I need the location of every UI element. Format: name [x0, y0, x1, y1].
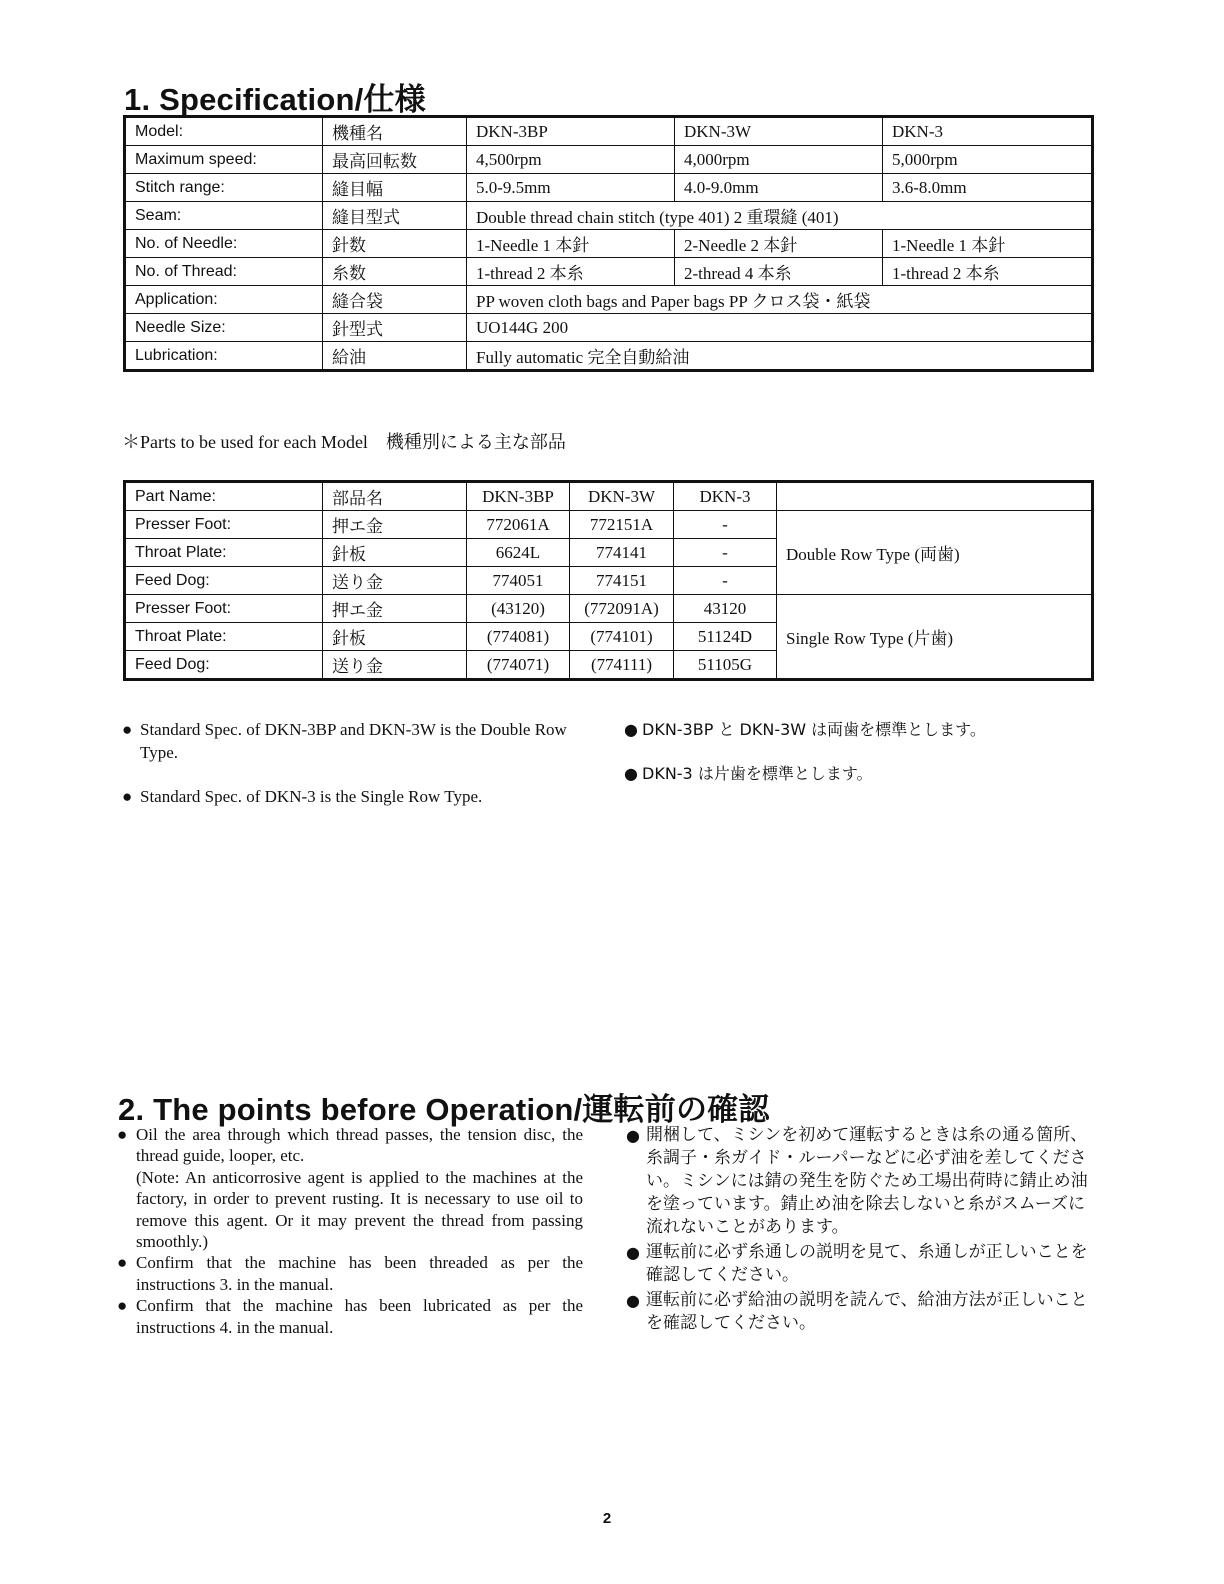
- table-row: [125, 230, 1093, 258]
- double-row-note: Double Row Type (両歯): [777, 511, 1093, 595]
- spec-value: 4,000rpm: [675, 146, 883, 174]
- spec-label-jp: 糸数: [323, 258, 467, 286]
- spec-value: 1-Needle 1 本針: [883, 230, 1093, 258]
- page-number: 2: [602, 1510, 612, 1527]
- operation-notes-jp: [626, 1124, 1092, 1337]
- list-item: [624, 762, 1094, 785]
- bullet-icon: ●: [122, 720, 133, 739]
- part-name: Presser Foot:: [125, 595, 323, 623]
- spec-value: Double thread chain stitch (type 401) 2 重環縫 (401): [467, 202, 1093, 230]
- spec-label: Maximum speed:: [125, 146, 323, 174]
- table-row: [125, 174, 1093, 202]
- spec-label: Lubrication:: [125, 342, 323, 371]
- list-item: [626, 1289, 1092, 1335]
- spec-label-jp: 縫目幅: [323, 174, 467, 202]
- standard-notes-jp: [624, 718, 1094, 806]
- spec-label: Stitch range:: [125, 174, 323, 202]
- spec-value: Fully automatic 完全自動給油: [467, 342, 1093, 371]
- part-number: 774151: [570, 567, 674, 595]
- bullet-icon: ●: [624, 764, 638, 783]
- part-number: -: [674, 511, 777, 539]
- table-row: [125, 117, 1093, 146]
- part-number: (774081): [467, 623, 570, 651]
- spec-value: 3.6-8.0mm: [883, 174, 1093, 202]
- part-name: Throat Plate:: [125, 623, 323, 651]
- spec-value: 5.0-9.5mm: [467, 174, 675, 202]
- column-header: 部品名: [323, 482, 467, 511]
- spec-label: No. of Needle:: [125, 230, 323, 258]
- spec-value: DKN-3W: [675, 117, 883, 146]
- part-name: Feed Dog:: [125, 567, 323, 595]
- list-item: [122, 785, 592, 808]
- column-header: [777, 482, 1093, 511]
- spec-value: 4.0-9.0mm: [675, 174, 883, 202]
- spec-label-jp: 給油: [323, 342, 467, 371]
- note-text: Confirm that the machine has been lubricated as per the instructions 4. in the manual.: [136, 1296, 583, 1337]
- part-number: (772091A): [570, 595, 674, 623]
- table-row: [125, 595, 1093, 623]
- list-item: [626, 1241, 1092, 1287]
- table-header-row: [125, 482, 1093, 511]
- part-number: 51105G: [674, 651, 777, 680]
- note-text: 運転前に必ず糸通しの説明を見て、糸通しが正しいことを確認してください。: [646, 1242, 1088, 1285]
- bullet-icon: ●: [626, 1291, 640, 1310]
- part-number: -: [674, 567, 777, 595]
- part-number: 772061A: [467, 511, 570, 539]
- part-name-jp: 押エ金: [323, 595, 467, 623]
- spec-label-jp: 針型式: [323, 314, 467, 342]
- spec-label: Needle Size:: [125, 314, 323, 342]
- table-row: [125, 202, 1093, 230]
- parts-table: [123, 480, 1094, 681]
- spec-label: Model:: [125, 117, 323, 146]
- bullet-icon: ●: [122, 787, 133, 806]
- single-row-note: Single Row Type (片歯): [777, 595, 1093, 680]
- spec-value: 1-Needle 1 本針: [467, 230, 675, 258]
- part-name: Presser Foot:: [125, 511, 323, 539]
- bullet-icon: ●: [117, 1125, 128, 1144]
- part-number: 774141: [570, 539, 674, 567]
- bullet-icon: ●: [624, 720, 638, 739]
- list-item: [626, 1124, 1092, 1239]
- spec-value: UO144G 200: [467, 314, 1093, 342]
- part-number: (774071): [467, 651, 570, 680]
- part-number: 43120: [674, 595, 777, 623]
- spec-label-jp: 縫目型式: [323, 202, 467, 230]
- spec-label: Seam:: [125, 202, 323, 230]
- note-text: Standard Spec. of DKN-3BP and DKN-3W is the Double Row Type.: [140, 720, 567, 762]
- note-subtext: (Note: An anticorrosive agent is applied to the machines at the factory, in order to prevent rusting. It is necessary to use oil to remove this agent. Or it may prevent the thread from passing smoothly.): [136, 1167, 583, 1252]
- part-name: Throat Plate:: [125, 539, 323, 567]
- spec-value: DKN-3: [883, 117, 1093, 146]
- list-item: [122, 718, 592, 764]
- note-text: 開梱して、ミシンを初めて運転するときは糸の通る箇所、糸調子・糸ガイド・ルーパーなどに必ず油を差してください。ミシンには錆の発生を防ぐため工場出荷時に錆止め油を塗っています。錆止め油を除去しないと糸がスムーズに流れないことがあります。: [646, 1125, 1088, 1237]
- section-1-title: 1. Specification/仕様: [124, 82, 426, 117]
- bullet-icon: ●: [626, 1243, 640, 1262]
- column-header: DKN-3BP: [467, 482, 570, 511]
- part-name-jp: 送り金: [323, 567, 467, 595]
- note-text: DKN-3BP と DKN-3W は両歯を標準とします。: [642, 720, 986, 739]
- table-row: [125, 258, 1093, 286]
- spec-value: 2-Needle 2 本針: [675, 230, 883, 258]
- spec-label-jp: 縫合袋: [323, 286, 467, 314]
- spec-value: 2-thread 4 本糸: [675, 258, 883, 286]
- part-name: Feed Dog:: [125, 651, 323, 680]
- part-name-jp: 送り金: [323, 651, 467, 680]
- list-item: [624, 718, 1094, 741]
- table-row: [125, 511, 1093, 539]
- spec-label-jp: 針数: [323, 230, 467, 258]
- spec-label: No. of Thread:: [125, 258, 323, 286]
- part-number: (43120): [467, 595, 570, 623]
- spec-label: Application:: [125, 286, 323, 314]
- part-name-jp: 針板: [323, 623, 467, 651]
- part-number: (774101): [570, 623, 674, 651]
- spec-value: 4,500rpm: [467, 146, 675, 174]
- column-header: DKN-3: [674, 482, 777, 511]
- note-text: 運転前に必ず給油の説明を読んで、給油方法が正しいことを確認してください。: [646, 1290, 1088, 1333]
- table-row: [125, 342, 1093, 371]
- spec-label-jp: 最高回転数: [323, 146, 467, 174]
- column-header: Part Name:: [125, 482, 323, 511]
- part-number: (774111): [570, 651, 674, 680]
- standard-notes-en: [122, 718, 592, 829]
- table-row: [125, 146, 1093, 174]
- spec-value: DKN-3BP: [467, 117, 675, 146]
- part-number: 6624L: [467, 539, 570, 567]
- bullet-icon: ●: [117, 1253, 128, 1273]
- spec-value: PP woven cloth bags and Paper bags PP クロス袋・紙袋: [467, 286, 1093, 314]
- list-item: [117, 1252, 583, 1295]
- list-item: [117, 1124, 583, 1252]
- spec-value: 1-thread 2 本糸: [883, 258, 1093, 286]
- bullet-icon: ●: [117, 1296, 128, 1316]
- part-number: 774051: [467, 567, 570, 595]
- list-item: [117, 1295, 583, 1338]
- note-text: Confirm that the machine has been threaded as per the instructions 3. in the manual.: [136, 1253, 583, 1294]
- column-header: DKN-3W: [570, 482, 674, 511]
- table-row: [125, 314, 1093, 342]
- note-text: DKN-3 は片歯を標準とします。: [642, 764, 873, 783]
- part-name-jp: 針板: [323, 539, 467, 567]
- bullet-icon: ●: [626, 1126, 640, 1145]
- note-text: Standard Spec. of DKN-3 is the Single Row Type.: [140, 787, 483, 806]
- part-number: -: [674, 539, 777, 567]
- parts-caption: ＊Parts to be used for each Model 機種別による主な部品: [122, 432, 566, 452]
- part-number: 772151A: [570, 511, 674, 539]
- spec-label-jp: 機種名: [323, 117, 467, 146]
- spec-value: 5,000rpm: [883, 146, 1093, 174]
- operation-notes-en: [117, 1124, 583, 1338]
- spec-value: 1-thread 2 本糸: [467, 258, 675, 286]
- part-name-jp: 押エ金: [323, 511, 467, 539]
- specification-table: [123, 115, 1094, 372]
- note-text: Oil the area through which thread passes, the tension disc, the thread guide, looper, etc.: [136, 1125, 583, 1166]
- section-2-title: 2. The points before Operation/運転前の確認: [118, 1092, 770, 1127]
- part-number: 51124D: [674, 623, 777, 651]
- table-row: [125, 286, 1093, 314]
